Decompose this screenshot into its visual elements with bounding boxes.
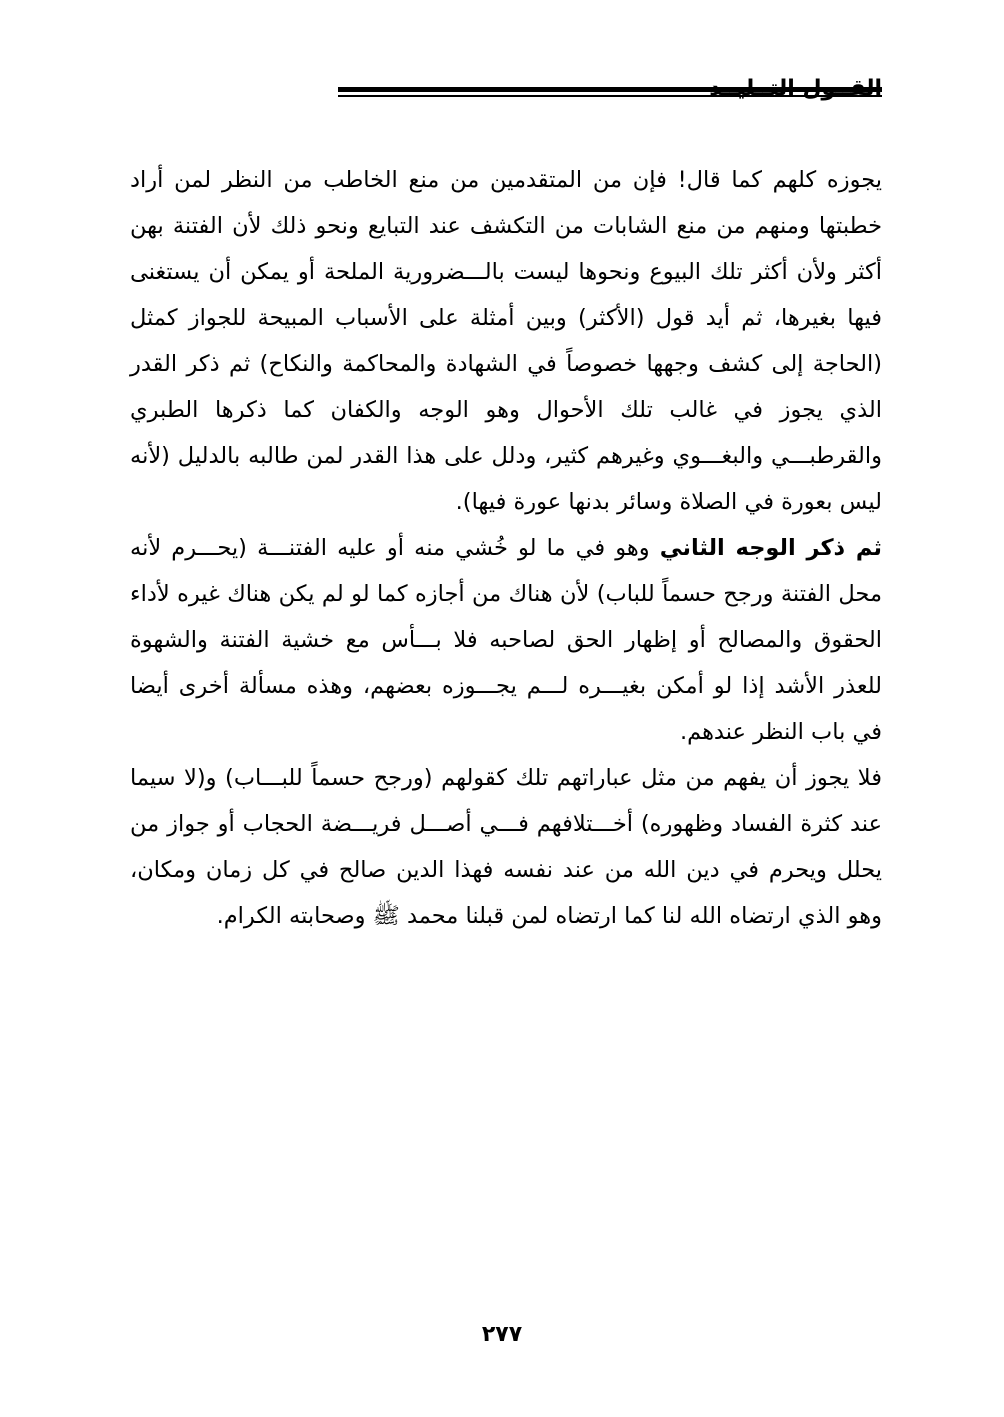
paragraph-2-lead: ثم ذكر الوجه الثاني (659, 535, 882, 561)
paragraph-1-text: يجوزه كلهم كما قال! فإن من المتقدمين من منع الخاطب من النظر لمن أراد خطبتها ومنهم من منع الشابات من التكشف عند التبايع ونحو ذلك لأن الفتنة بهن أكثر ولأن أكثر تلك البيوع ونحوها ليست بالـــضرورية الملحة أو يمكن أن يستغنى فيها بغيرها، ثم أيد قول (الأكثر) وبين أمثلة على الأسباب المبيحة للجواز كمثل (الحاجة إلى كشف وجهها خصوصاً في الشهادة والمحاكمة والنكاح) ثم ذكر القدر الذي يجوز في غالب تلك الأحوال وهو الوجه والكفان كما ذكرها الطبري والقرطبـــي والبغـــوي وغيرهم كثير، ودلل على هذا القدر لمن طالبه بالدليل (لأنه ليس بعورة في الصلاة وسائر بدنها عورة فيها). (130, 167, 882, 515)
paragraph-2 (130, 525, 882, 755)
header-rule-thin (338, 95, 882, 97)
paragraph-2-text: وهو في ما لو خُشي منه أو عليه الفتنـــة (يحـــرم لأنه محل الفتنة ورجح حسماً للباب) لأن هناك من أجازه كما لو لم يكن هناك غيره لأداء الحقوق والمصالح أو إظهار الحق لصاحبه فلا بـــأس مع خشية الفتنة والشهوة للعذر الأشد إذا لو أمكن بغيـــره لـــم يجـــوزه بعضهم، وهذه مسألة أخرى أيضا في باب النظر عندهم. (130, 535, 882, 745)
paragraph-3-text: فلا يجوز أن يفهم من مثل عباراتهم تلك كقولهم (ورجح حسماً للبـــاب) و(لا سيما عند كثرة الفساد وظهوره) أخـــتلافهم فـــي أصـــل فريـــضة الحجاب أو جواز من يحلل ويحرم في دين الله من عند نفسه فهذا الدين صالح في كل زمان ومكان، وهو الذي ارتضاه الله لنا كما ارتضاه لمن قبلنا محمد ﷺ وصحابته الكرام. (130, 765, 882, 929)
paragraph-1 (130, 157, 882, 525)
body-text (130, 157, 882, 939)
header-rule-thick (338, 87, 882, 92)
paragraph-3 (130, 755, 882, 939)
running-header (130, 74, 882, 104)
page-number: ٢٧٧ (481, 1322, 523, 1347)
